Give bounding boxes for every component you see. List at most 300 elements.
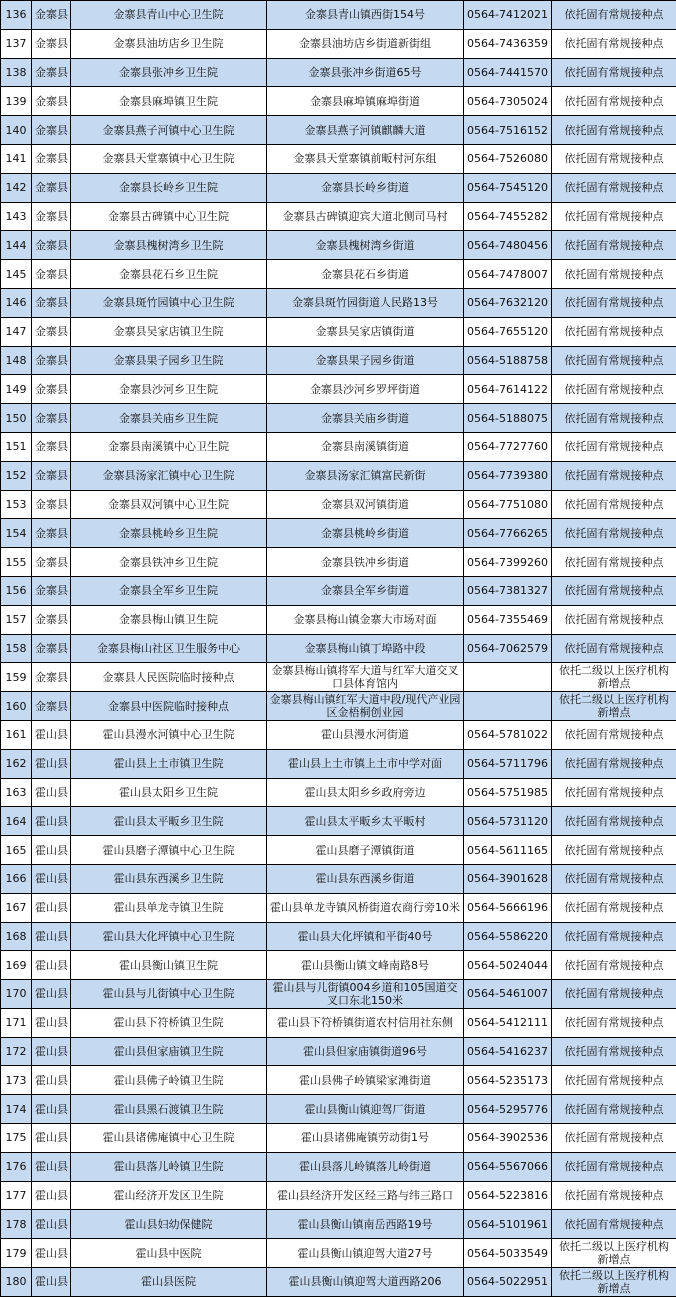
site-name-cell: 金寨县桃岭乡卫生院 [71,519,267,548]
county-cell: 金寨县 [32,576,71,605]
row-number-cell: 171 [1,1008,32,1037]
site-type-cell: 依托固有常规接种点 [552,749,676,778]
row-number-cell: 160 [1,692,32,721]
phone-cell: 0564-5188758 [464,346,552,375]
site-type-cell: 依托固有常规接种点 [552,288,676,317]
table-row [1,605,676,634]
phone-cell: 0564-5586220 [464,922,552,951]
site-name-cell: 金寨县槐树湾乡卫生院 [71,231,267,260]
address-cell: 金寨县燕子河镇麒麟大道 [267,116,464,145]
county-cell: 金寨县 [32,634,71,663]
site-name-cell: 霍山县太阳乡卫生院 [71,778,267,807]
county-cell: 霍山县 [32,922,71,951]
site-type-cell: 依托固有常规接种点 [552,260,676,289]
phone-cell: 0564-7632120 [464,288,552,317]
county-cell: 霍山县 [32,864,71,893]
site-name-cell: 霍山县漫水河镇中心卫生院 [71,720,267,749]
phone-cell: 0564-5412111 [464,1008,552,1037]
phone-cell: 0564-5711796 [464,749,552,778]
table-row [1,202,676,231]
site-type-cell: 依托固有常规接种点 [552,29,676,58]
phone-cell: 0564-5461007 [464,980,552,1009]
table-row [1,519,676,548]
site-name-cell: 金寨县张冲乡卫生院 [71,58,267,87]
row-number-cell: 161 [1,720,32,749]
site-type-cell: 依托固有常规接种点 [552,720,676,749]
site-name-cell: 霍山县医院 [71,1268,267,1297]
site-type-cell: 依托固有常规接种点 [552,864,676,893]
site-type-cell: 依托固有常规接种点 [552,922,676,951]
county-cell: 金寨县 [32,1,71,30]
address-cell: 金寨县南溪镇街道 [267,432,464,461]
address-cell: 霍山县落儿岭镇落儿岭街道 [267,1152,464,1181]
address-cell: 霍山县诸佛庵镇劳动街1号 [267,1124,464,1153]
site-name-cell: 霍山县诸佛庵镇中心卫生院 [71,1124,267,1153]
site-type-cell: 依托固有常规接种点 [552,605,676,634]
address-cell: 金寨县麻埠镇麻埠街道 [267,87,464,116]
site-type-cell: 依托固有常规接种点 [552,490,676,519]
address-cell: 金寨县梅山镇金寨大市场对面 [267,605,464,634]
row-number-cell: 178 [1,1210,32,1239]
table-row [1,317,676,346]
county-cell: 金寨县 [32,605,71,634]
site-type-cell: 依托固有常规接种点 [552,461,676,490]
phone-cell: 0564-7305024 [464,87,552,116]
county-cell: 金寨县 [32,173,71,202]
row-number-cell: 168 [1,922,32,951]
county-cell: 霍山县 [32,980,71,1009]
site-name-cell: 霍山县妇幼保健院 [71,1210,267,1239]
site-type-cell: 依托固有常规接种点 [552,807,676,836]
address-cell: 金寨县花石乡街道 [267,260,464,289]
site-type-cell: 依托固有常规接种点 [552,1152,676,1181]
row-number-cell: 146 [1,288,32,317]
county-cell: 金寨县 [32,202,71,231]
site-name-cell: 霍山县佛子岭镇卫生院 [71,1066,267,1095]
table-row [1,29,676,58]
county-cell: 霍山县 [32,836,71,865]
row-number-cell: 174 [1,1095,32,1124]
address-cell: 霍山县衡山镇南岳西路19号 [267,1210,464,1239]
phone-cell: 0564-5188075 [464,404,552,433]
address-cell: 霍山县太阳乡乡政府旁边 [267,778,464,807]
table-row [1,404,676,433]
phone-cell: 0564-5751985 [464,778,552,807]
site-type-cell: 依托二级以上医疗机构新增点 [552,663,676,692]
row-number-cell: 152 [1,461,32,490]
row-number-cell: 169 [1,951,32,980]
county-cell: 霍山县 [32,720,71,749]
site-type-cell: 依托固有常规接种点 [552,404,676,433]
address-cell: 霍山县太平畈乡太平畈村 [267,807,464,836]
phone-cell: 0564-7436359 [464,29,552,58]
site-name-cell: 金寨县吴家店镇卫生院 [71,317,267,346]
county-cell: 金寨县 [32,346,71,375]
row-number-cell: 148 [1,346,32,375]
address-cell: 金寨县槐树湾乡街道 [267,231,464,260]
site-name-cell: 金寨县梅山社区卫生服务中心 [71,634,267,663]
county-cell: 金寨县 [32,317,71,346]
address-cell: 霍山县上土市镇上土市中学对面 [267,749,464,778]
address-cell: 霍山县单龙寺镇风桥街道农商行旁10米 [267,893,464,922]
site-type-cell: 依托固有常规接种点 [552,1181,676,1210]
table-row [1,864,676,893]
site-name-cell: 霍山县落儿岭镇卫生院 [71,1152,267,1181]
site-name-cell: 金寨县麻埠镇卫生院 [71,87,267,116]
site-name-cell: 金寨县汤家汇镇中心卫生院 [71,461,267,490]
county-cell: 霍山县 [32,1124,71,1153]
row-number-cell: 142 [1,173,32,202]
phone-cell: 0564-7727760 [464,432,552,461]
phone-cell [464,663,552,692]
table-row [1,144,676,173]
site-name-cell: 霍山县中医院 [71,1239,267,1268]
site-name-cell: 金寨县果子园乡卫生院 [71,346,267,375]
address-cell: 金寨县梅山镇将军大道与红军大道交叉口县体育馆内 [267,663,464,692]
phone-cell: 0564-7526080 [464,144,552,173]
row-number-cell: 145 [1,260,32,289]
row-number-cell: 157 [1,605,32,634]
site-type-cell: 依托固有常规接种点 [552,951,676,980]
table-row [1,1037,676,1066]
county-cell: 金寨县 [32,692,71,721]
site-name-cell: 金寨县青山中心卫生院 [71,1,267,30]
county-cell: 霍山县 [32,1066,71,1095]
site-type-cell: 依托固有常规接种点 [552,893,676,922]
table-row [1,1152,676,1181]
table-row [1,260,676,289]
phone-cell: 0564-7751080 [464,490,552,519]
address-cell: 霍山县漫水河街道 [267,720,464,749]
site-name-cell: 金寨县古碑镇中心卫生院 [71,202,267,231]
site-type-cell: 依托固有常规接种点 [552,375,676,404]
phone-cell: 0564-7739380 [464,461,552,490]
row-number-cell: 158 [1,634,32,663]
site-type-cell: 依托固有常规接种点 [552,202,676,231]
county-cell: 金寨县 [32,548,71,577]
row-number-cell: 179 [1,1239,32,1268]
site-type-cell: 依托二级以上医疗机构新增点 [552,1239,676,1268]
county-cell: 金寨县 [32,116,71,145]
table-row [1,778,676,807]
site-type-cell: 依托固有常规接种点 [552,1037,676,1066]
county-cell: 金寨县 [32,490,71,519]
address-cell: 金寨县古碑镇迎宾大道北侧司马村 [267,202,464,231]
table-row [1,346,676,375]
county-cell: 霍山县 [32,1008,71,1037]
table-row [1,951,676,980]
county-cell: 金寨县 [32,144,71,173]
row-number-cell: 141 [1,144,32,173]
site-name-cell: 霍山县衡山镇卫生院 [71,951,267,980]
phone-cell: 0564-5235173 [464,1066,552,1095]
site-name-cell: 霍山县上土市镇卫生院 [71,749,267,778]
site-name-cell: 金寨县人民医院临时接种点 [71,663,267,692]
county-cell: 霍山县 [32,1210,71,1239]
phone-cell: 0564-3902536 [464,1124,552,1153]
table-row [1,692,676,721]
phone-cell: 0564-7399260 [464,548,552,577]
phone-cell: 0564-5295776 [464,1095,552,1124]
address-cell: 金寨县张冲乡街道65号 [267,58,464,87]
site-name-cell: 霍山县下符桥镇卫生院 [71,1008,267,1037]
site-type-cell: 依托固有常规接种点 [552,634,676,663]
county-cell: 金寨县 [32,58,71,87]
phone-cell: 0564-5781022 [464,720,552,749]
site-type-cell: 依托固有常规接种点 [552,58,676,87]
phone-cell: 0564-7062579 [464,634,552,663]
site-name-cell: 金寨县梅山镇卫生院 [71,605,267,634]
table-body [1,1,676,1297]
table-row [1,116,676,145]
site-type-cell: 依托固有常规接种点 [552,116,676,145]
address-cell: 霍山县大化坪镇和平街40号 [267,922,464,951]
row-number-cell: 159 [1,663,32,692]
row-number-cell: 154 [1,519,32,548]
table-row [1,922,676,951]
county-cell: 霍山县 [32,1095,71,1124]
row-number-cell: 137 [1,29,32,58]
county-cell: 霍山县 [32,1037,71,1066]
site-type-cell: 依托二级以上医疗机构新增点 [552,1268,676,1297]
row-number-cell: 155 [1,548,32,577]
site-type-cell: 依托固有常规接种点 [552,144,676,173]
table-row [1,634,676,663]
phone-cell: 0564-7516152 [464,116,552,145]
table-row [1,58,676,87]
site-type-cell: 依托固有常规接种点 [552,1095,676,1124]
table-row [1,807,676,836]
table-row [1,1181,676,1210]
table-row [1,836,676,865]
county-cell: 霍山县 [32,807,71,836]
row-number-cell: 177 [1,1181,32,1210]
table-row [1,288,676,317]
county-cell: 金寨县 [32,288,71,317]
address-cell: 霍山县下符桥镇街道农村信用社东侧 [267,1008,464,1037]
table-row [1,432,676,461]
site-name-cell: 霍山县黑石渡镇卫生院 [71,1095,267,1124]
county-cell: 金寨县 [32,375,71,404]
phone-cell: 0564-5731120 [464,807,552,836]
site-type-cell: 依托固有常规接种点 [552,1210,676,1239]
county-cell: 霍山县 [32,778,71,807]
site-type-cell: 依托固有常规接种点 [552,173,676,202]
table-row [1,576,676,605]
site-type-cell: 依托固有常规接种点 [552,519,676,548]
address-cell: 金寨县关庙乡街道 [267,404,464,433]
site-name-cell: 霍山县但家庙镇卫生院 [71,1037,267,1066]
address-cell: 霍山县衡山镇文峰南路8号 [267,951,464,980]
table-row [1,1,676,30]
county-cell: 金寨县 [32,29,71,58]
address-cell: 霍山县磨子潭镇街道 [267,836,464,865]
row-number-cell: 140 [1,116,32,145]
site-type-cell: 依托固有常规接种点 [552,548,676,577]
row-number-cell: 167 [1,893,32,922]
county-cell: 霍山县 [32,951,71,980]
row-number-cell: 144 [1,231,32,260]
site-name-cell: 金寨县斑竹园镇中心卫生院 [71,288,267,317]
row-number-cell: 156 [1,576,32,605]
phone-cell [464,692,552,721]
site-name-cell: 霍山县单龙寺镇卫生院 [71,893,267,922]
county-cell: 金寨县 [32,260,71,289]
address-cell: 金寨县斑竹园街道人民路13号 [267,288,464,317]
phone-cell: 0564-5033549 [464,1239,552,1268]
address-cell: 金寨县全军乡街道 [267,576,464,605]
site-type-cell: 依托固有常规接种点 [552,778,676,807]
phone-cell: 0564-5101961 [464,1210,552,1239]
table-row [1,375,676,404]
site-name-cell: 金寨县双河镇中心卫生院 [71,490,267,519]
site-type-cell: 依托固有常规接种点 [552,1124,676,1153]
address-cell: 金寨县长岭乡街道 [267,173,464,202]
table-row [1,1268,676,1297]
row-number-cell: 139 [1,87,32,116]
row-number-cell: 147 [1,317,32,346]
phone-cell: 0564-7412021 [464,1,552,30]
address-cell: 金寨县铁冲乡街道 [267,548,464,577]
county-cell: 金寨县 [32,87,71,116]
phone-cell: 0564-5022951 [464,1268,552,1297]
address-cell: 金寨县青山镇西街154号 [267,1,464,30]
county-cell: 金寨县 [32,461,71,490]
phone-cell: 0564-5567066 [464,1152,552,1181]
row-number-cell: 138 [1,58,32,87]
table-row [1,749,676,778]
phone-cell: 0564-5416237 [464,1037,552,1066]
row-number-cell: 165 [1,836,32,865]
county-cell: 霍山县 [32,749,71,778]
site-name-cell: 金寨县燕子河镇中心卫生院 [71,116,267,145]
site-type-cell: 依托固有常规接种点 [552,432,676,461]
row-number-cell: 170 [1,980,32,1009]
row-number-cell: 143 [1,202,32,231]
site-name-cell: 金寨县天堂寨镇中心卫生院 [71,144,267,173]
site-name-cell: 霍山县太平畈乡卫生院 [71,807,267,836]
site-name-cell: 霍山县大化坪镇中心卫生院 [71,922,267,951]
site-type-cell: 依托固有常规接种点 [552,1,676,30]
address-cell: 金寨县天堂寨镇前畈村河东组 [267,144,464,173]
address-cell: 霍山县与儿街镇004乡道和105国道交叉口东北150米 [267,980,464,1009]
row-number-cell: 136 [1,1,32,30]
address-cell: 金寨县油坊店乡街道新街组 [267,29,464,58]
table-row [1,231,676,260]
row-number-cell: 172 [1,1037,32,1066]
address-cell: 金寨县梅山镇红军大道中段/现代产业园区金梧桐创业园 [267,692,464,721]
row-number-cell: 173 [1,1066,32,1095]
row-number-cell: 176 [1,1152,32,1181]
county-cell: 金寨县 [32,432,71,461]
address-cell: 金寨县果子园乡街道 [267,346,464,375]
phone-cell: 0564-7545120 [464,173,552,202]
site-name-cell: 金寨县铁冲乡卫生院 [71,548,267,577]
table-row [1,1124,676,1153]
phone-cell: 0564-7480456 [464,231,552,260]
address-cell: 霍山县衡山镇迎驾大道西路206 [267,1268,464,1297]
site-type-cell: 依托固有常规接种点 [552,836,676,865]
site-name-cell: 霍山县磨子潭镇中心卫生院 [71,836,267,865]
row-number-cell: 150 [1,404,32,433]
table-row [1,1066,676,1095]
phone-cell: 0564-7655120 [464,317,552,346]
phone-cell: 0564-7478007 [464,260,552,289]
address-cell: 霍山县衡山镇迎驾厂街道 [267,1095,464,1124]
site-name-cell: 霍山经济开发区卫生院 [71,1181,267,1210]
phone-cell: 0564-5611165 [464,836,552,865]
row-number-cell: 151 [1,432,32,461]
address-cell: 霍山县东西溪乡街道 [267,864,464,893]
table-row [1,720,676,749]
site-type-cell: 依托固有常规接种点 [552,1066,676,1095]
table-row [1,173,676,202]
site-name-cell: 金寨县全军乡卫生院 [71,576,267,605]
phone-cell: 0564-7355469 [464,605,552,634]
address-cell: 金寨县桃岭乡街道 [267,519,464,548]
site-type-cell: 依托固有常规接种点 [552,231,676,260]
address-cell: 霍山县经济开发区经三路与纬三路口 [267,1181,464,1210]
row-number-cell: 163 [1,778,32,807]
table-row [1,461,676,490]
table-row [1,980,676,1009]
table-row [1,1095,676,1124]
phone-cell: 0564-5223816 [464,1181,552,1210]
address-cell: 霍山县衡山镇迎驾大道27号 [267,1239,464,1268]
site-type-cell: 依托固有常规接种点 [552,317,676,346]
phone-cell: 0564-3901628 [464,864,552,893]
county-cell: 霍山县 [32,1268,71,1297]
county-cell: 霍山县 [32,893,71,922]
site-name-cell: 霍山县东西溪乡卫生院 [71,864,267,893]
row-number-cell: 180 [1,1268,32,1297]
row-number-cell: 164 [1,807,32,836]
row-number-cell: 166 [1,864,32,893]
address-cell: 金寨县双河镇街道 [267,490,464,519]
table-row [1,1210,676,1239]
site-type-cell: 依托固有常规接种点 [552,980,676,1009]
site-name-cell: 金寨县长岭乡卫生院 [71,173,267,202]
table-row [1,1008,676,1037]
address-cell: 金寨县吴家店镇街道 [267,317,464,346]
site-type-cell: 依托固有常规接种点 [552,87,676,116]
table-row [1,1239,676,1268]
site-name-cell: 金寨县中医院临时接种点 [71,692,267,721]
phone-cell: 0564-7455282 [464,202,552,231]
site-type-cell: 依托固有常规接种点 [552,576,676,605]
address-cell: 金寨县梅山镇丁埠路中段 [267,634,464,663]
county-cell: 金寨县 [32,404,71,433]
row-number-cell: 153 [1,490,32,519]
phone-cell: 0564-5024044 [464,951,552,980]
address-cell: 霍山县但家庙镇街道96号 [267,1037,464,1066]
phone-cell: 0564-7766265 [464,519,552,548]
site-type-cell: 依托二级以上医疗机构新增点 [552,692,676,721]
address-cell: 金寨县汤家汇镇富民新街 [267,461,464,490]
site-name-cell: 金寨县沙河乡卫生院 [71,375,267,404]
site-name-cell: 金寨县关庙乡卫生院 [71,404,267,433]
table-row [1,663,676,692]
county-cell: 金寨县 [32,231,71,260]
county-cell: 金寨县 [32,519,71,548]
table-row [1,893,676,922]
county-cell: 霍山县 [32,1181,71,1210]
site-type-cell: 依托固有常规接种点 [552,346,676,375]
site-name-cell: 金寨县花石乡卫生院 [71,260,267,289]
phone-cell: 0564-7381327 [464,576,552,605]
address-cell: 金寨县沙河乡罗坪街道 [267,375,464,404]
row-number-cell: 175 [1,1124,32,1153]
